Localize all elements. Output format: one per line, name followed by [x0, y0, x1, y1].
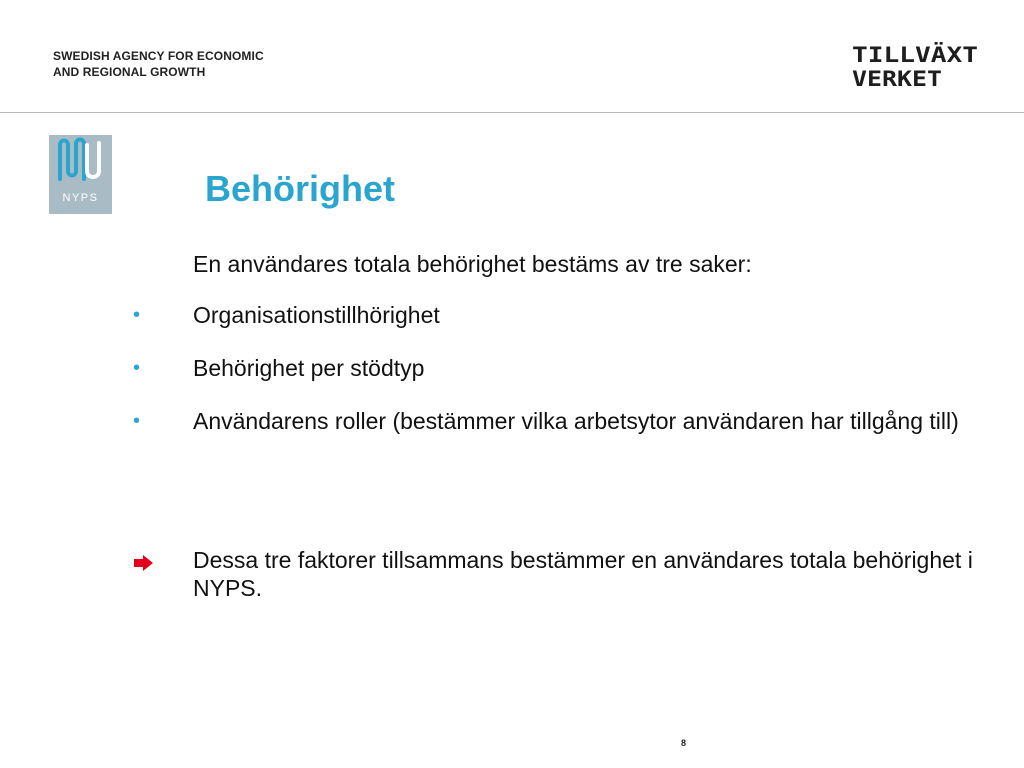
- header-divider: [0, 112, 1024, 113]
- bullet-dot: •: [133, 304, 141, 326]
- agency-name: [53, 48, 264, 80]
- bullet-text: Användarens roller (bestämmer vilka arbetsytor användaren har tillgång till): [193, 408, 959, 434]
- bullet-text: Organisationstillhörighet: [193, 302, 440, 328]
- agency-name-line2: AND REGIONAL GROWTH: [53, 65, 206, 79]
- brand-line2: VERKET: [852, 67, 942, 91]
- nyps-logo: [49, 135, 112, 214]
- tillvaxtverket-logo: [852, 40, 982, 92]
- intro-text: En användares totala behörighet bestäms av tre saker:: [193, 251, 752, 277]
- slide-title: Behörighet: [205, 168, 396, 209]
- right-arrow-icon: [133, 550, 155, 568]
- page-number: 8: [681, 738, 687, 748]
- bullet-dot: •: [133, 410, 141, 432]
- conclusion-text: Dessa tre faktorer tillsammans bestämmer en användares totala behörighet i NYPS.: [193, 547, 973, 601]
- bullet-dot: •: [133, 357, 141, 379]
- bullet-text: Behörighet per stödtyp: [193, 355, 425, 381]
- brand-line1: TILLVÄXT: [852, 43, 954, 67]
- nyps-label: NYPS: [62, 192, 99, 204]
- agency-name-line1: SWEDISH AGENCY FOR ECONOMIC: [53, 49, 264, 63]
